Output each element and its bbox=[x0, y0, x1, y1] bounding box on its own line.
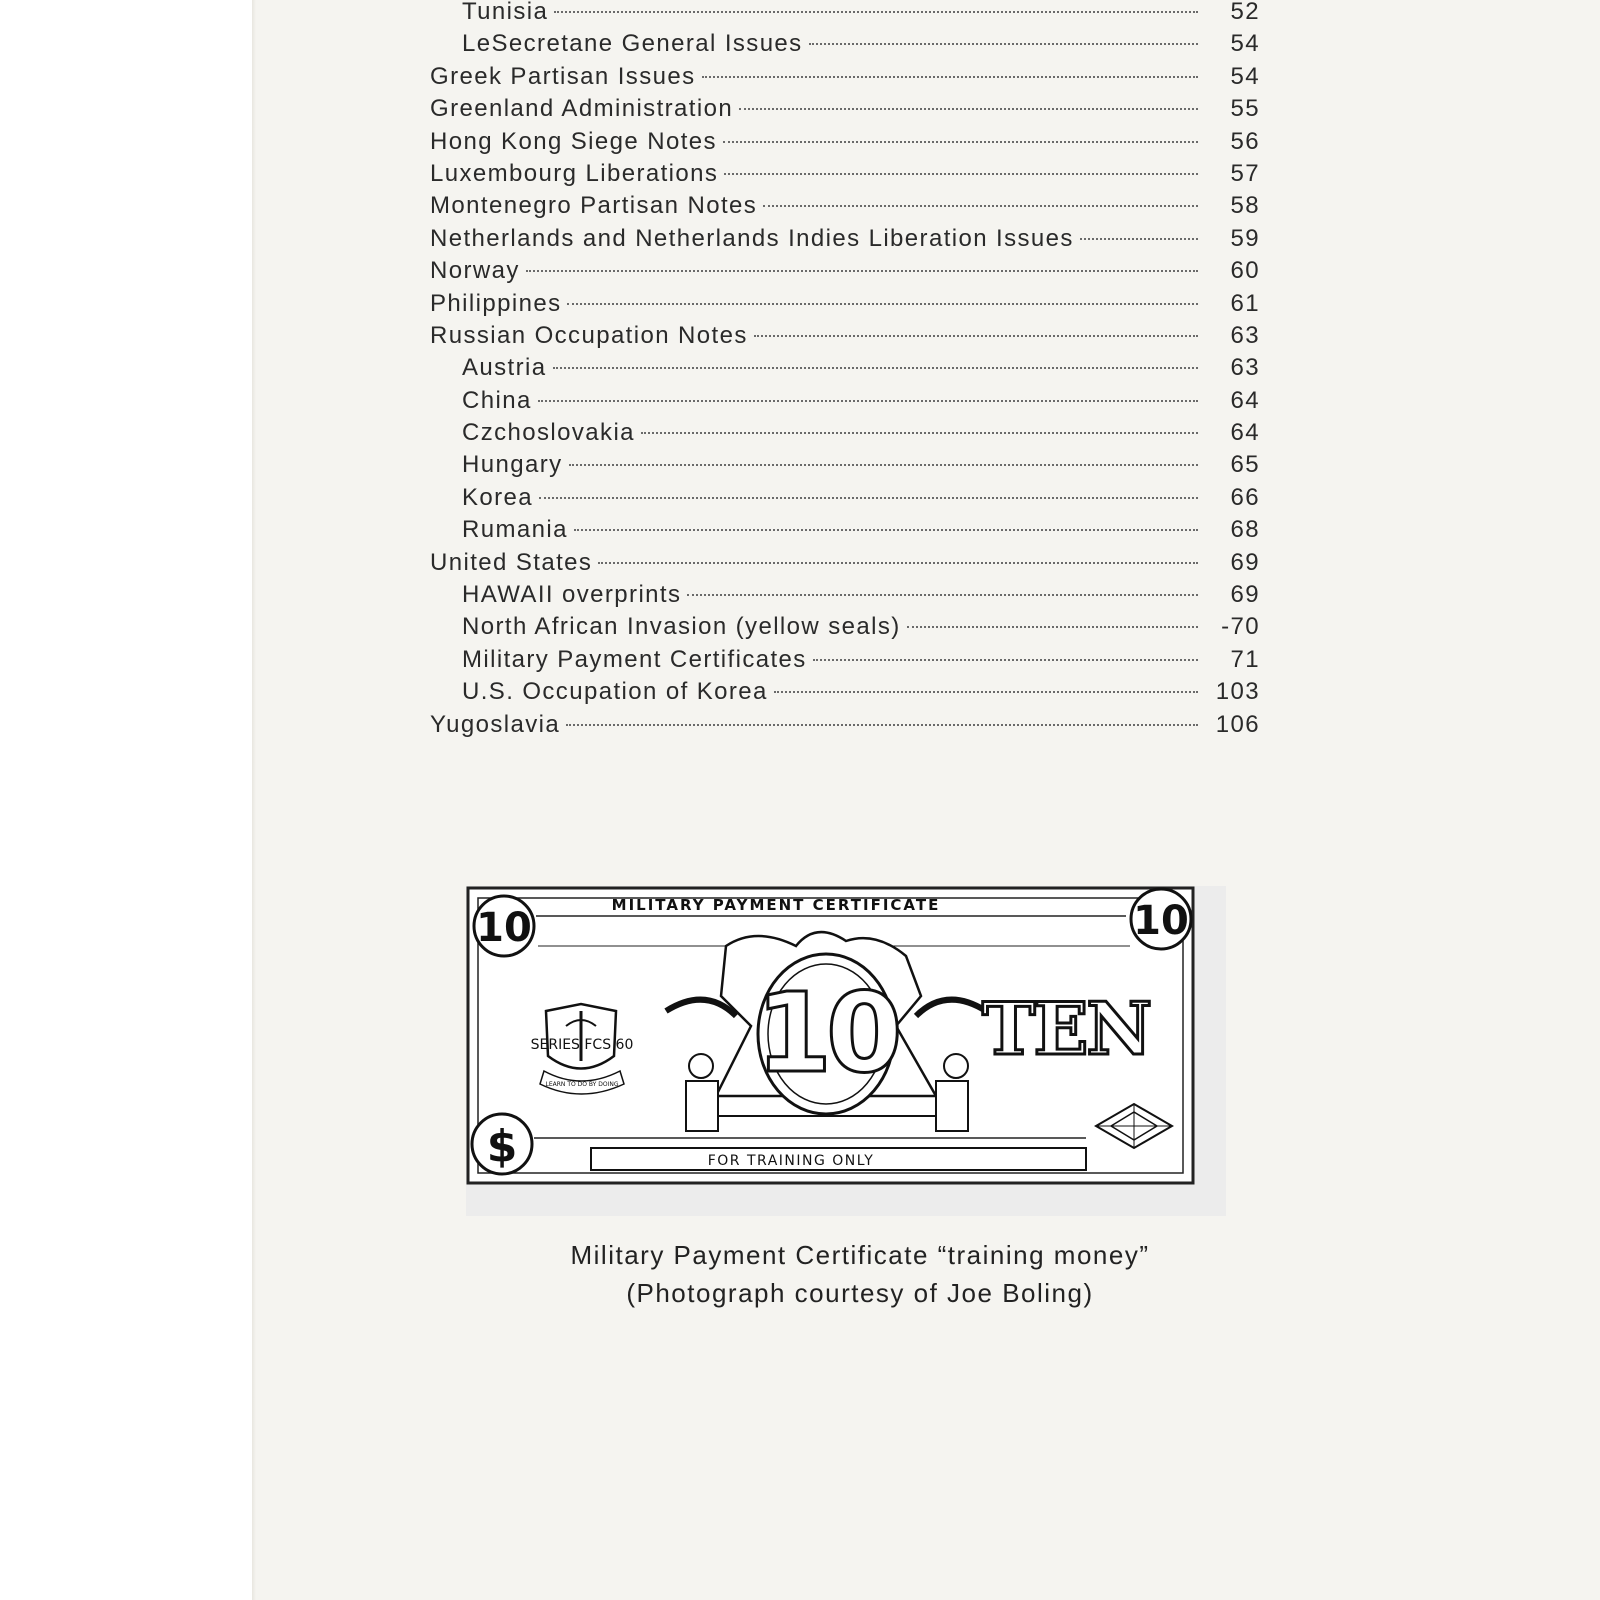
toc-entry-page: 68 bbox=[1230, 516, 1260, 544]
toc-entry-title: U.S. Occupation of Korea bbox=[462, 678, 768, 706]
corner-denomination-left: 10 bbox=[476, 905, 532, 951]
banknote-illustration bbox=[466, 886, 1226, 1216]
toc-leader-dots bbox=[1080, 238, 1198, 240]
toc-entry bbox=[430, 417, 1260, 449]
toc-entry-title: HAWAII overprints bbox=[462, 581, 682, 609]
toc-leader-dots bbox=[567, 303, 1198, 305]
toc-entry bbox=[430, 482, 1260, 514]
toc-leader-dots bbox=[641, 432, 1198, 434]
toc-entry-page: 64 bbox=[1230, 419, 1260, 447]
toc-leader-dots bbox=[724, 173, 1198, 175]
toc-entry-page: 52 bbox=[1230, 0, 1260, 25]
toc-entry bbox=[430, 126, 1260, 158]
toc-leader-dots bbox=[687, 594, 1198, 596]
toc-leader-dots bbox=[754, 335, 1198, 337]
toc-entry-title: Russian Occupation Notes bbox=[430, 321, 748, 349]
toc-leader-dots bbox=[809, 43, 1198, 45]
toc-entry bbox=[430, 611, 1260, 643]
toc-entry bbox=[430, 514, 1260, 546]
toc-entry-page: 66 bbox=[1230, 483, 1260, 511]
toc-entry bbox=[430, 0, 1260, 28]
toc-leader-dots bbox=[569, 464, 1198, 466]
toc-entry-page: 56 bbox=[1230, 127, 1260, 155]
table-of-contents bbox=[430, 0, 1260, 741]
toc-entry-title: Tunisia bbox=[462, 0, 549, 25]
toc-entry-page: 60 bbox=[1230, 257, 1260, 285]
series-label: SERIES FCS 60 bbox=[530, 1037, 634, 1053]
toc-entry-page: 103 bbox=[1215, 678, 1260, 706]
toc-entry-title: Czchoslovakia bbox=[462, 419, 635, 447]
toc-entry-page: 63 bbox=[1230, 321, 1260, 349]
toc-entry bbox=[430, 547, 1260, 579]
toc-entry-title: Greek Partisan Issues bbox=[430, 62, 696, 90]
toc-entry bbox=[430, 709, 1260, 741]
toc-leader-dots bbox=[553, 367, 1199, 369]
toc-entry bbox=[430, 579, 1260, 611]
toc-entry-page: 61 bbox=[1230, 289, 1260, 317]
toc-entry-title: LeSecretane General Issues bbox=[462, 30, 803, 58]
toc-entry-page: 55 bbox=[1230, 95, 1260, 123]
toc-leader-dots bbox=[574, 529, 1198, 531]
toc-entry-title: Rumania bbox=[462, 516, 568, 544]
toc-entry-title: Norway bbox=[430, 257, 520, 285]
caption-line-1: Military Payment Certificate “training money” bbox=[570, 1240, 1150, 1270]
toc-entry bbox=[430, 385, 1260, 417]
toc-entry-title: Netherlands and Netherlands Indies Liberation Issues bbox=[430, 224, 1074, 252]
toc-entry bbox=[430, 449, 1260, 481]
toc-entry-title: United States bbox=[430, 548, 593, 576]
toc-entry-page: 64 bbox=[1230, 386, 1260, 414]
footer-text: FOR TRAINING ONLY bbox=[707, 1153, 875, 1169]
toc-entry bbox=[430, 61, 1260, 93]
toc-entry-page: 69 bbox=[1230, 548, 1260, 576]
toc-entry bbox=[430, 288, 1260, 320]
toc-entry-title: North African Invasion (yellow seals) bbox=[462, 613, 901, 641]
toc-entry-page: 71 bbox=[1230, 645, 1260, 673]
toc-entry-page: 106 bbox=[1215, 710, 1260, 738]
figure-caption bbox=[500, 1236, 1220, 1312]
toc-entry-title: Montenegro Partisan Notes bbox=[430, 192, 758, 220]
toc-leader-dots bbox=[774, 691, 1198, 693]
toc-entry bbox=[430, 93, 1260, 125]
toc-entry-page: 63 bbox=[1230, 354, 1260, 382]
center-numeral: 10 bbox=[755, 969, 897, 1097]
toc-entry-page: 59 bbox=[1230, 224, 1260, 252]
note-header: MILITARY PAYMENT CERTIFICATE bbox=[611, 896, 941, 914]
toc-entry-title: Hungary bbox=[462, 451, 563, 479]
toc-entry-title: China bbox=[462, 386, 532, 414]
toc-leader-dots bbox=[526, 270, 1198, 272]
toc-leader-dots bbox=[723, 141, 1198, 143]
toc-entry-title: Military Payment Certificates bbox=[462, 645, 807, 673]
toc-entry bbox=[430, 320, 1260, 352]
toc-entry bbox=[430, 190, 1260, 222]
toc-entry-title: Greenland Administration bbox=[430, 95, 734, 123]
toc-leader-dots bbox=[538, 400, 1198, 402]
toc-entry-page: -70 bbox=[1221, 613, 1260, 641]
toc-leader-dots bbox=[907, 626, 1198, 628]
toc-entry bbox=[430, 676, 1260, 708]
toc-entry bbox=[430, 255, 1260, 287]
toc-entry-title: Hong Kong Siege Notes bbox=[430, 127, 717, 155]
toc-entry-title: Luxembourg Liberations bbox=[430, 159, 719, 187]
toc-leader-dots bbox=[566, 724, 1198, 726]
toc-leader-dots bbox=[554, 11, 1198, 13]
toc-entry-page: 58 bbox=[1230, 192, 1260, 220]
motto-label: LEARN TO DO BY DOING bbox=[545, 1081, 619, 1088]
toc-leader-dots bbox=[763, 205, 1198, 207]
corner-denomination-right: 10 bbox=[1133, 898, 1189, 944]
toc-entry-page: 69 bbox=[1230, 581, 1260, 609]
toc-entry-page: 54 bbox=[1230, 30, 1260, 58]
dollar-sign: $ bbox=[486, 1121, 518, 1172]
toc-entry-page: 54 bbox=[1230, 62, 1260, 90]
toc-leader-dots bbox=[813, 659, 1198, 661]
toc-entry bbox=[430, 644, 1260, 676]
toc-entry bbox=[430, 158, 1260, 190]
toc-entry-title: Austria bbox=[462, 354, 547, 382]
toc-entry bbox=[430, 352, 1260, 384]
toc-leader-dots bbox=[702, 76, 1199, 78]
banknote-figure bbox=[466, 886, 1226, 1216]
toc-entry-title: Korea bbox=[462, 483, 534, 511]
toc-entry-page: 57 bbox=[1230, 159, 1260, 187]
toc-leader-dots bbox=[539, 497, 1198, 499]
toc-leader-dots bbox=[598, 562, 1198, 564]
toc-entry-title: Yugoslavia bbox=[430, 710, 561, 738]
toc-entry bbox=[430, 28, 1260, 60]
toc-entry bbox=[430, 223, 1260, 255]
toc-entry-title: Philippines bbox=[430, 289, 562, 317]
caption-line-2: (Photograph courtesy of Joe Boling) bbox=[626, 1278, 1094, 1308]
denomination-word: TEN bbox=[981, 986, 1151, 1071]
toc-leader-dots bbox=[739, 108, 1198, 110]
toc-entry-page: 65 bbox=[1230, 451, 1260, 479]
